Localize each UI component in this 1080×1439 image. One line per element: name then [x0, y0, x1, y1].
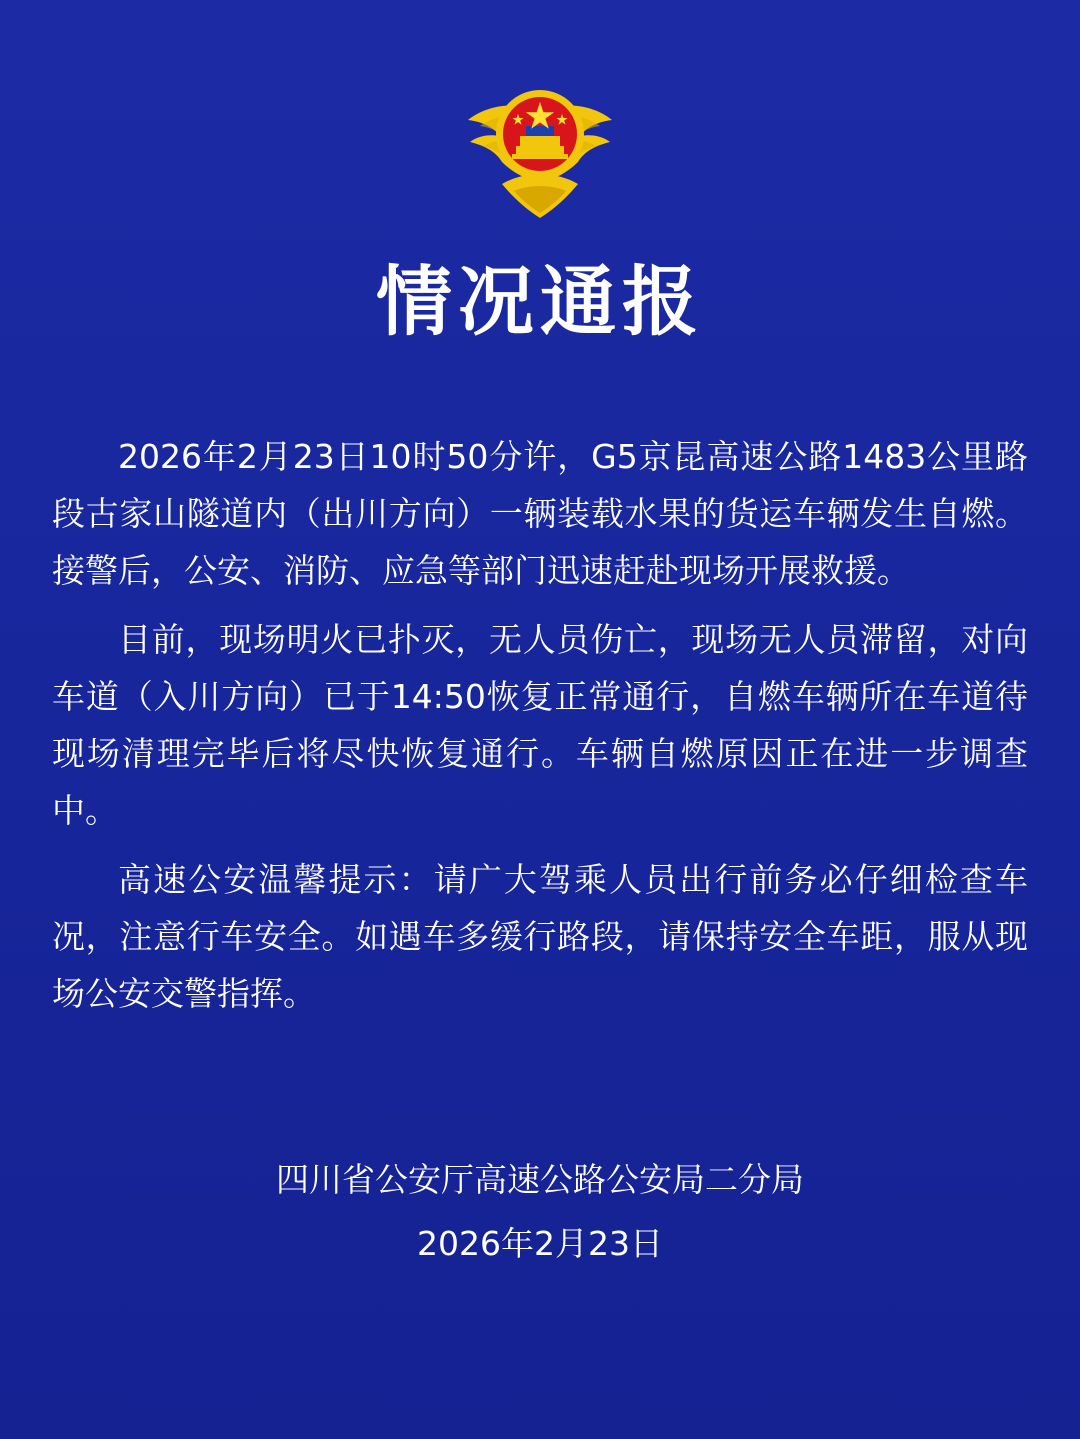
notice-body — [52, 428, 1028, 1034]
paragraph-2: 目前，现场明火已扑灭，无人员伤亡，现场无人员滞留，对向车道（入川方向）已于14:50恢复正常通行，自燃车辆所在车道待现场清理完毕后将尽快恢复通行。车辆自燃原因正在进一步调查中。 — [52, 620, 1028, 830]
signature-organization: 四川省公安厅高速公路公安局二分局 — [276, 1160, 804, 1199]
police-emblem-icon — [454, 74, 626, 230]
page-title: 情况通报 — [376, 257, 704, 346]
paragraph-1: 2026年2月23日10时50分许，G5京昆高速公路1483公里路段古家山隧道内（出川方向）一辆装载水果的货运车辆发生自燃。接警后，公安、消防、应急等部门迅速赶赴现场开展救援。 — [52, 437, 1028, 590]
emblem-container — [0, 74, 1080, 230]
signature-date: 2026年2月23日 — [417, 1224, 663, 1263]
paragraph-3: 高速公安温馨提示：请广大驾乘人员出行前务必仔细检查车况，注意行车安全。如遇车多缓行路段，请保持安全车距，服从现场公安交警指挥。 — [52, 860, 1028, 1013]
